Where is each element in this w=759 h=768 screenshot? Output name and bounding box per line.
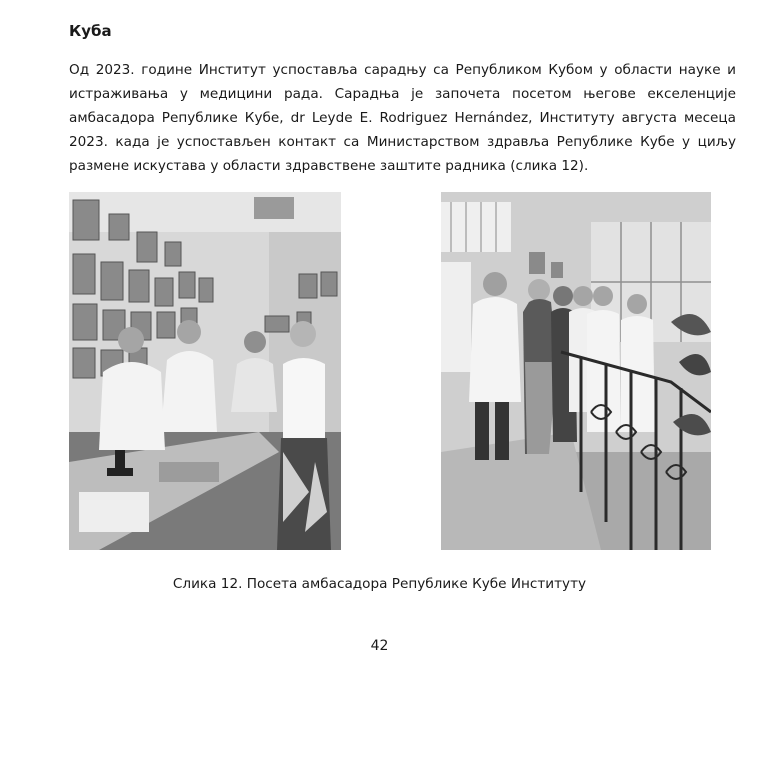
photo-office-visit — [69, 192, 341, 550]
body-paragraph: Од 2023. године Институт успоставља сарадњу са Републиком Кубом у области науке и истраживања у медицини рада. Сарадња је започета посетом његове екселенције амбасадора Републике Кубе, dr Leyde E. Rodriguez Hernández, Институту августа месеца 2023. када је успостављен контакт са Министарством здравља Републике Кубе у циљу размене искустава у области здравствене заштите радника (слика 12). — [69, 62, 736, 174]
figure-caption: Слика 12. Посета амбасадора Републике Кубе Институту — [172, 576, 587, 592]
section-heading: Куба — [69, 22, 112, 40]
photo-staircase-group — [441, 192, 711, 550]
page-number: 42 — [370, 638, 389, 654]
